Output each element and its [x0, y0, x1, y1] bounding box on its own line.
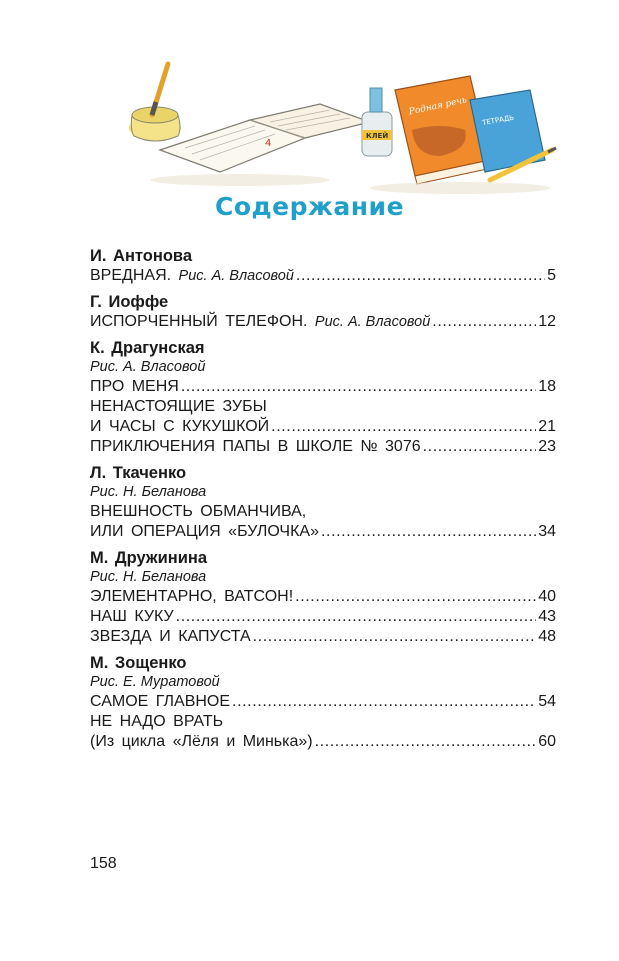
toc-entry[interactable]: [90, 437, 556, 457]
entry-page-number: 5: [547, 267, 556, 284]
illustrator-credit: Рис. Е. Муратовой: [90, 674, 220, 690]
author-name: Г. Иоффе: [90, 293, 169, 311]
entry-page-number: 18: [538, 378, 556, 395]
entry-page-number: 34: [538, 523, 556, 540]
toc-entry[interactable]: [90, 627, 556, 647]
dot-leader: [271, 417, 536, 437]
dot-leader: [432, 312, 536, 332]
dot-leader: [321, 522, 536, 542]
toc-entry[interactable]: [90, 692, 556, 712]
page-number: 158: [90, 855, 117, 872]
toc-entry[interactable]: [90, 607, 556, 627]
entry-title-text: САМОЕ ГЛАВНОЕ: [90, 693, 231, 710]
toc-entry[interactable]: [90, 587, 556, 607]
author-name: М. Зощенко: [90, 654, 187, 672]
dot-leader: [296, 266, 545, 286]
toc-entry[interactable]: [90, 377, 556, 397]
dot-leader: [181, 377, 536, 397]
entry-title: [90, 732, 313, 752]
svg-text:4: 4: [265, 138, 272, 149]
toc-entry[interactable]: [90, 312, 556, 332]
entry-page-number: 23: [538, 438, 556, 455]
entry-page-number: 43: [538, 608, 556, 625]
toc-entry[interactable]: [90, 732, 556, 752]
entry-title: [90, 587, 293, 607]
entry-page-number: 54: [538, 693, 556, 710]
author-name: И. Антонова: [90, 247, 192, 265]
entry-title-text: ЗВЕЗДА И КАПУСТА: [90, 628, 251, 645]
notebook-label: ТЕТРАДЬ: [481, 113, 515, 128]
entry-page-number: 12: [538, 313, 556, 330]
entry-title: [90, 377, 179, 397]
entry-title: [90, 692, 230, 712]
entry-page-number: 21: [538, 418, 556, 435]
header-illustration: [90, 60, 560, 210]
toc-section: [90, 548, 556, 647]
entry-title: [90, 627, 251, 647]
toc-entry[interactable]: [90, 417, 556, 437]
entry-title: [90, 266, 294, 286]
entry-title-text: (Из цикла «Лёля и Минька»): [90, 733, 313, 750]
entry-title: [90, 522, 319, 542]
author-name: К. Драгунская: [90, 339, 205, 357]
entry-title-line: НЕ НАДО ВРАТЬ: [90, 713, 224, 730]
entry-title-text: И ЧАСЫ С КУКУШКОЙ: [90, 418, 270, 435]
dot-leader: [295, 587, 536, 607]
entry-page-number: 40: [538, 588, 556, 605]
entry-illustrator: Рис. А. Власовой: [178, 268, 294, 284]
entry-title-text: ИЛИ ОПЕРАЦИЯ «БУЛОЧКА»: [90, 523, 319, 540]
entry-page-number: 48: [538, 628, 556, 645]
illustrator-credit: Рис. А. Власовой: [90, 359, 206, 375]
toc-section: [90, 246, 556, 286]
dot-leader: [423, 437, 537, 457]
dot-leader: [315, 732, 537, 752]
entry-title-text: ПРИКЛЮЧЕНИЯ ПАПЫ В ШКОЛЕ № 3076: [90, 438, 421, 455]
toc-section: [90, 292, 556, 332]
toc-section: [90, 653, 556, 752]
entry-title-text: НАШ КУКУ: [90, 608, 174, 625]
entry-title-line: ВНЕШНОСТЬ ОБМАНЧИВА,: [90, 503, 307, 520]
illustrator-credit: Рис. Н. Беланова: [90, 484, 207, 500]
dot-leader: [176, 607, 537, 627]
entry-title: [90, 607, 174, 627]
page-heading: Содержание: [214, 192, 405, 221]
book-title: Родная речь: [408, 95, 468, 118]
author-name: Л. Ткаченко: [90, 464, 187, 482]
entry-page-number: 60: [538, 733, 556, 750]
entry-title-text: ПРО МЕНЯ: [90, 378, 179, 395]
toc-entry[interactable]: [90, 522, 556, 542]
entry-title: [90, 312, 430, 332]
toc-section: [90, 463, 556, 542]
entry-title: [90, 437, 421, 457]
toc-section: [90, 338, 556, 457]
illustrator-credit: Рис. Н. Беланова: [90, 569, 207, 585]
entry-illustrator: Рис. А. Власовой: [314, 314, 431, 330]
dot-leader: [253, 627, 537, 647]
entry-title-text: ИСПОРЧЕННЫЙ ТЕЛЕФОН.: [90, 313, 308, 330]
glue-label: КЛЕЙ: [366, 132, 389, 140]
entry-title-text: ВРЕДНАЯ.: [90, 267, 172, 284]
author-name: М. Дружинина: [90, 549, 208, 567]
toc-entry[interactable]: [90, 266, 556, 286]
entry-title: [90, 417, 269, 437]
entry-title-text: ЭЛЕМЕНТАРНО, ВАТСОН!: [90, 588, 294, 605]
entry-title-line: НЕНАСТОЯЩИЕ ЗУБЫ: [90, 398, 267, 415]
table-of-contents: [90, 246, 556, 758]
dot-leader: [232, 692, 536, 712]
